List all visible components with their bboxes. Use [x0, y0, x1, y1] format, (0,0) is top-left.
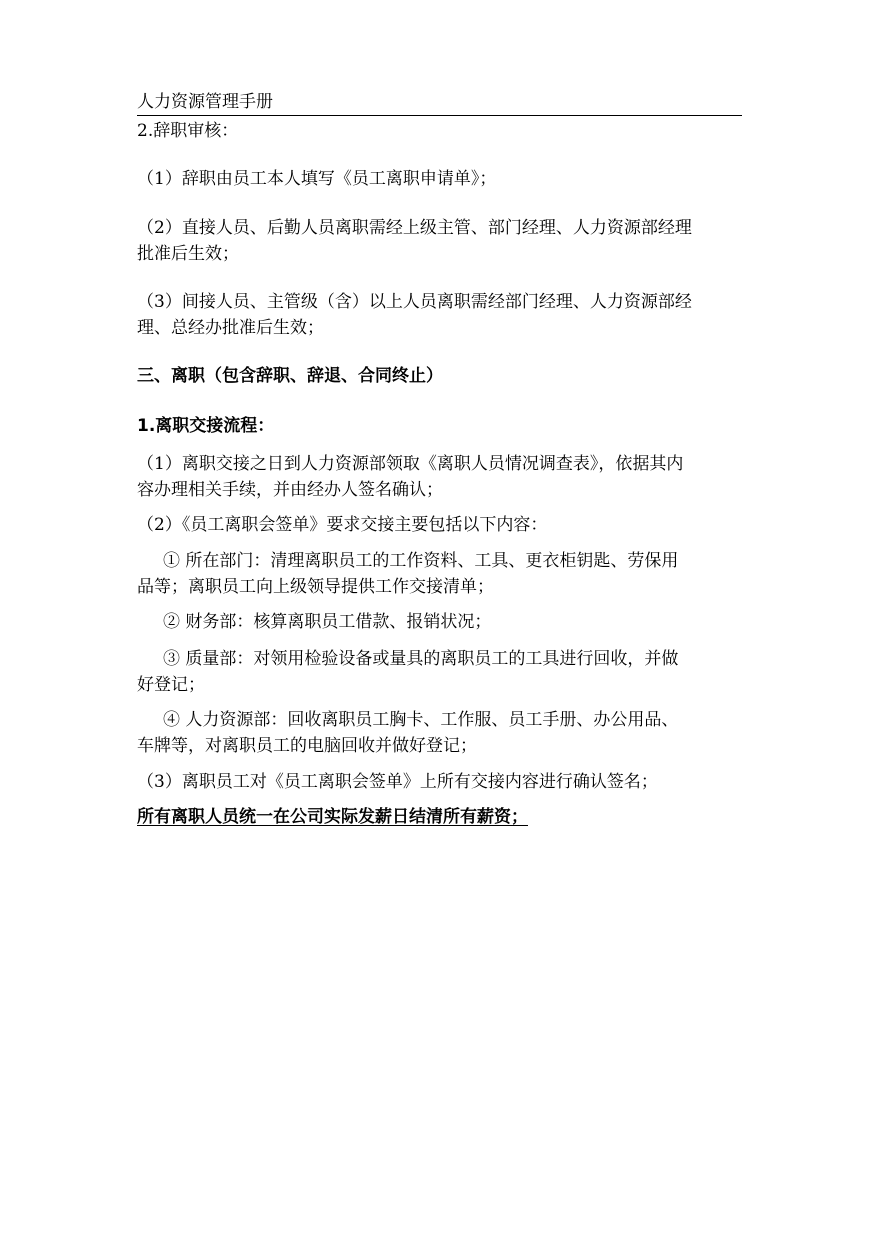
- handover-line-5: 品等；离职员工向上级领导提供工作交接清单；: [137, 577, 494, 597]
- review-item-2-line-1: （2）直接人员、后勤人员离职需经上级主管、部门经理、人力资源部经理: [137, 218, 692, 238]
- review-item-3-line-1: （3）间接人员、主管级（含）以上人员离职需经部门经理、人力资源部经: [137, 292, 692, 312]
- handover-line-6: ② 财务部：核算离职员工借款、报销状况；: [163, 612, 492, 632]
- review-item-3-line-2: 理、总经办批准后生效；: [137, 318, 324, 338]
- resignation-review-heading: 2.辞职审核：: [137, 121, 239, 141]
- handover-line-10: 车牌等，对离职员工的电脑回收并做好登记；: [137, 736, 477, 756]
- handover-line-9: ④ 人力资源部：回收离职员工胸卡、工作服、员工手册、办公用品、: [163, 710, 679, 730]
- header-title: 人力资源管理手册: [137, 92, 273, 112]
- page-header: [137, 88, 742, 116]
- handover-line-3: （2）《员工离职会签单》要求交接主要包括以下内容：: [137, 515, 548, 535]
- review-item-2-line-2: 批准后生效；: [137, 244, 239, 264]
- handover-line-2: 容办理相关手续，并由经办人签名确认；: [137, 480, 443, 500]
- handover-process-heading: 1.离职交接流程：: [137, 416, 275, 436]
- handover-line-8: 好登记；: [137, 675, 205, 695]
- review-item-1: （1）辞职由员工本人填写《员工离职申请单》；: [137, 169, 497, 189]
- section-three-heading: 三、离职（包含辞职、辞退、合同终止）: [137, 366, 443, 386]
- handover-line-1: （1）离职交接之日到人力资源部领取《离职人员情况调查表》，依据其内: [137, 454, 684, 474]
- handover-line-11: （3）离职员工对《员工离职会签单》上所有交接内容进行确认签名；: [137, 772, 658, 792]
- salary-settlement-note: 所有离职人员统一在公司实际发薪日结清所有薪资；: [137, 807, 528, 827]
- handover-line-7: ③ 质量部：对领用检验设备或量具的离职员工的工具进行回收，并做: [163, 649, 679, 669]
- handover-line-4: ① 所在部门：清理离职员工的工作资料、工具、更衣柜钥匙、劳保用: [163, 551, 679, 571]
